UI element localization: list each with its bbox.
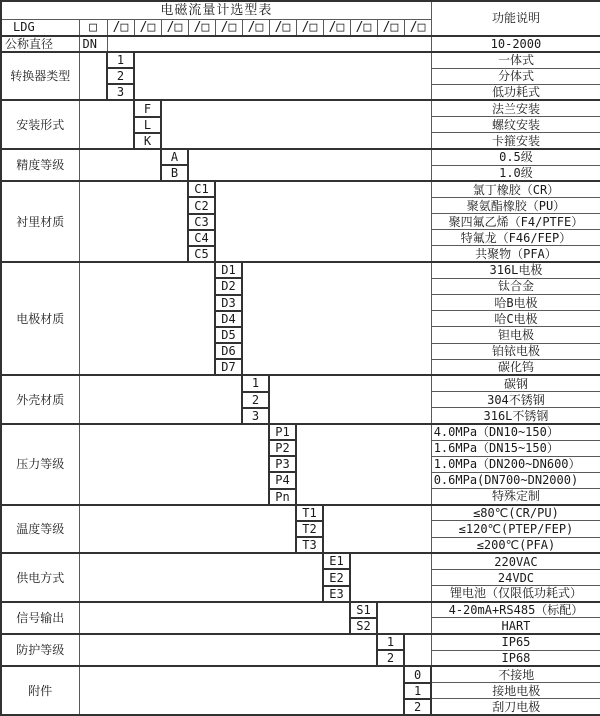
group-label-housing-material: 外壳材质 [1,375,79,424]
filler-cell [350,553,431,602]
desc-cell: 24VDC [431,569,600,585]
filler-cell [323,505,431,554]
model-box-5: /□ [215,19,242,36]
desc-cell: IP65 [431,634,600,650]
filler-cell [377,602,431,634]
code-cell: S2 [350,618,377,634]
desc-cell: 钽电极 [431,327,600,343]
desc-cell: 1.6MPa（DN15~150） [431,440,600,456]
desc-cell: 不接地 [431,666,600,682]
filler-cell [79,181,188,262]
desc-cell: 特氟龙（F46/FEP） [431,230,600,246]
filler-cell [404,634,431,666]
code-cell: D7 [215,359,242,375]
desc-cell: IP68 [431,650,600,666]
desc-cell: 220VAC [431,553,600,569]
model-box-6: /□ [242,19,269,36]
desc-cell: 共聚物（PFA） [431,246,600,262]
code-cell: A [161,149,188,165]
filler-cell [79,375,242,424]
group-label-installation-form: 安装形式 [1,100,79,149]
code-cell: 2 [404,699,431,715]
desc-cell: 316L不锈钢 [431,408,600,424]
code-cell: DN [79,36,107,52]
desc-cell: 碳化钨 [431,359,600,375]
desc-cell: 10-2000 [431,36,600,52]
code-cell: 3 [107,84,134,100]
filler-cell [79,52,107,101]
desc-cell: 低功耗式 [431,84,600,100]
desc-cell: 1.0MPa（DN200~DN600） [431,456,600,472]
desc-cell: 刮刀电极 [431,699,600,715]
filler-cell [188,149,431,181]
code-cell: C5 [188,246,215,262]
code-cell: 2 [377,650,404,666]
code-cell: D2 [215,278,242,294]
code-cell: D4 [215,311,242,327]
desc-cell: 特殊定制 [431,489,600,505]
group-label-lining-material: 衬里材质 [1,181,79,262]
filler-cell [296,424,431,505]
desc-cell: HART [431,618,600,634]
desc-cell: 一体式 [431,52,600,68]
desc-cell: 接地电极 [431,683,600,699]
code-cell: 2 [107,68,134,84]
desc-cell: ≤80℃(CR/PU) [431,505,600,521]
model-box-9: /□ [323,19,350,36]
desc-cell: 法兰安装 [431,100,600,116]
code-cell: P3 [269,456,296,472]
group-label-nominal-diameter: 公称直径 [1,36,79,52]
model-box-7: /□ [269,19,296,36]
filler-cell [79,553,323,602]
code-cell: P1 [269,424,296,440]
code-cell: K [134,133,161,149]
group-label-protection-class: 防护等级 [1,634,79,666]
model-box-10: /□ [350,19,377,36]
page-title: 电磁流量计选型表 [1,1,431,19]
filler-cell [79,634,377,666]
desc-cell: 聚四氟乙烯（F4/PTFE） [431,214,600,230]
group-label-power-supply: 供电方式 [1,553,79,602]
code-cell: 1 [242,375,269,391]
desc-cell: 1.0级 [431,165,600,181]
desc-cell: 4-20mA+RS485（标配） [431,602,600,618]
model-box-8: /□ [296,19,323,36]
code-cell: D3 [215,295,242,311]
desc-cell: 聚氨酯橡胶（PU） [431,197,600,213]
desc-cell: 4.0MPa（DN10~150） [431,424,600,440]
code-cell: D1 [215,262,242,278]
desc-cell: 铂铱电极 [431,343,600,359]
model-box-1: /□ [107,19,134,36]
code-cell: Pn [269,489,296,505]
code-cell: E3 [323,586,350,602]
group-label-signal-output: 信号输出 [1,602,79,634]
code-cell: E2 [323,569,350,585]
filler-cell [269,375,431,424]
filler-cell [107,36,431,52]
desc-cell: 哈B电极 [431,295,600,311]
desc-cell: 钛合金 [431,278,600,294]
code-cell: C3 [188,214,215,230]
group-label-temperature-class: 温度等级 [1,505,79,554]
filler-cell [79,100,134,149]
desc-cell: 哈C电极 [431,311,600,327]
filler-cell [79,149,161,181]
code-cell: E1 [323,553,350,569]
desc-cell: 卡箍安装 [431,133,600,149]
desc-cell: 0.6MPa(DN700~DN2000) [431,472,600,488]
model-box-11: /□ [377,19,404,36]
code-cell: 1 [404,683,431,699]
desc-cell: 碳钢 [431,375,600,391]
model-box-3: /□ [161,19,188,36]
desc-cell: 氯丁橡胶（CR） [431,181,600,197]
filler-cell [242,262,431,375]
desc-cell: 分体式 [431,68,600,84]
code-cell: P2 [269,440,296,456]
group-label-accessories: 附件 [1,666,79,715]
model-box-0: □ [79,19,107,36]
filler-cell [215,181,431,262]
code-cell: 2 [242,392,269,408]
function-description-header: 功能说明 [431,1,600,36]
code-cell: T1 [296,505,323,521]
group-label-accuracy-class: 精度等级 [1,149,79,181]
code-cell: B [161,165,188,181]
filler-cell [79,505,296,554]
filler-cell [79,424,269,505]
code-cell: T3 [296,537,323,553]
code-cell: P4 [269,472,296,488]
code-cell: T2 [296,521,323,537]
code-cell: F [134,100,161,116]
code-cell: S1 [350,602,377,618]
desc-cell: ≤120℃(PTEP/FEP) [431,521,600,537]
code-cell: L [134,117,161,133]
desc-cell: 0.5级 [431,149,600,165]
filler-cell [134,52,431,101]
filler-cell [79,666,404,715]
code-cell: C2 [188,197,215,213]
code-cell: C4 [188,230,215,246]
model-box-4: /□ [188,19,215,36]
code-cell: 1 [107,52,134,68]
code-cell: 3 [242,408,269,424]
filler-cell [79,602,350,634]
group-label-electrode-material: 电极材质 [1,262,79,375]
model-box-2: /□ [134,19,161,36]
desc-cell: 螺纹安装 [431,117,600,133]
desc-cell: 304不锈钢 [431,392,600,408]
filler-cell [161,100,431,149]
group-label-pressure-class: 压力等级 [1,424,79,505]
model-box-12: /□ [404,19,431,36]
desc-cell: 316L电极 [431,262,600,278]
code-cell: C1 [188,181,215,197]
group-label-converter-type: 转换器类型 [1,52,79,101]
desc-cell: 锂电池（仅限低功耗式） [431,586,600,602]
filler-cell [79,262,215,375]
code-cell: 0 [404,666,431,682]
model-prefix-label: LDG [1,19,79,36]
code-cell: 1 [377,634,404,650]
code-cell: D5 [215,327,242,343]
code-cell: D6 [215,343,242,359]
desc-cell: ≤200℃(PFA) [431,537,600,553]
